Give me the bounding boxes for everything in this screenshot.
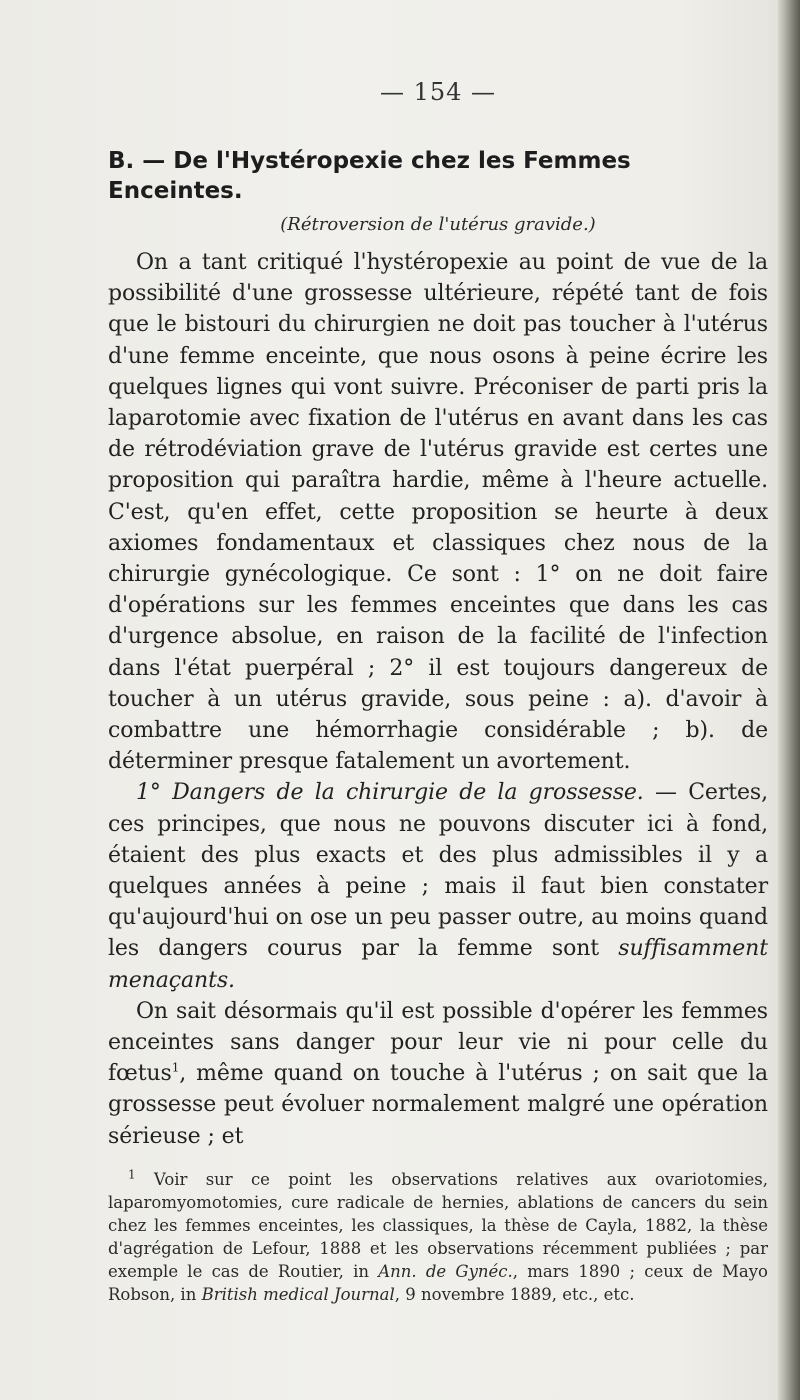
paragraph-1: On a tant critiqué l'hystéropexie au point de vue de la possibilité d'une grossesse ultérieure, répété tant de fois que le bistouri du chirurgien ne doit pas toucher à l'utérus d'une femme enceinte, que nous osons à peine écrire les quelques lignes qui vont suivre. Préconiser de parti pris la laparotomie avec fixation de l'utérus en avant dans les cas de rétrodéviation grave de l'utérus gravide est certes une proposition qui paraîtra hardie, même à l'heure actuelle. C'est, qu'en effet, cette proposition se heurte à deux axiomes fondamentaux et classiques chez nous de la chirurgie gynécologique. Ce sont : 1° on ne doit faire d'opérations sur les femmes enceintes que dans les cas d'urgence absolue, en raison de la facilité de l'infection dans l'état puerpéral ; 2° il est toujours dangereux de toucher à un utérus gravide, sous peine : a). d'avoir à combattre une hémorrhagie considérable ; b). de déterminer presque fatalement un avortement.: [108, 250, 768, 775]
page-binding-edge: [778, 0, 800, 1400]
footnote-text-a: Voir sur ce point les observations relatives aux ovariotomies, laparomyomotomies, cure radicale de hernies, ablations de cancers du sein chez les femmes enceintes, les classiques, la thèse de Cayla, 1882, la thèse d'agrégation de Lefour, 1888 et les observations récemment publiées ; par exemple le cas de Routier, in: [108, 1169, 768, 1281]
paragraph-2-emphasis: suffisamment menaçants.: [108, 936, 768, 993]
footnote-text-c: , 9 novembre 1889, etc., etc.: [394, 1284, 635, 1304]
paragraph-2: [108, 777, 768, 995]
paragraph-2-heading: 1° Dangers de la chirurgie de la grossesse.: [136, 780, 644, 806]
section-subtitle: (Rétroversion de l'utérus gravide.): [280, 214, 596, 235]
footnote: [108, 1168, 768, 1306]
paragraph-3: [108, 996, 768, 1152]
footnote-journal-2: British medical Journal: [201, 1284, 395, 1304]
paragraph-3-text-a: On sait désormais qu'il est possible d'opérer les femmes enceintes sans danger pour leur vie ni pour celle du fœtus: [108, 998, 768, 1087]
paragraph-2-body: — Certes, ces principes, que nous ne pouvons discuter ici à fond, étaient des plus exacts et des plus admissibles il y a quelques années à peine ; mais il faut bien constater qu'aujourd'hui on ose un peu passer outre, au moins quand les dangers courus par la femme sont: [108, 780, 769, 962]
footnote-text-b: , mars 1890 ; ceux de Mayo Robson, in: [108, 1261, 768, 1304]
section-title: B. — De l'Hystéropexie chez les Femmes Enceintes.: [108, 148, 631, 204]
page-number: — 154 —: [379, 78, 497, 106]
footnote-journal-1: Ann. de Gynéc.: [378, 1261, 513, 1281]
page-content: [108, 78, 768, 1306]
footnote-reference: 1: [171, 1060, 180, 1075]
paragraph-3-text-b: , même quand on touche à l'utérus ; on sait que la grossesse peut évoluer normalement malgré une opération sérieuse ; et: [108, 1061, 768, 1149]
footnote-mark: 1: [128, 1167, 136, 1182]
